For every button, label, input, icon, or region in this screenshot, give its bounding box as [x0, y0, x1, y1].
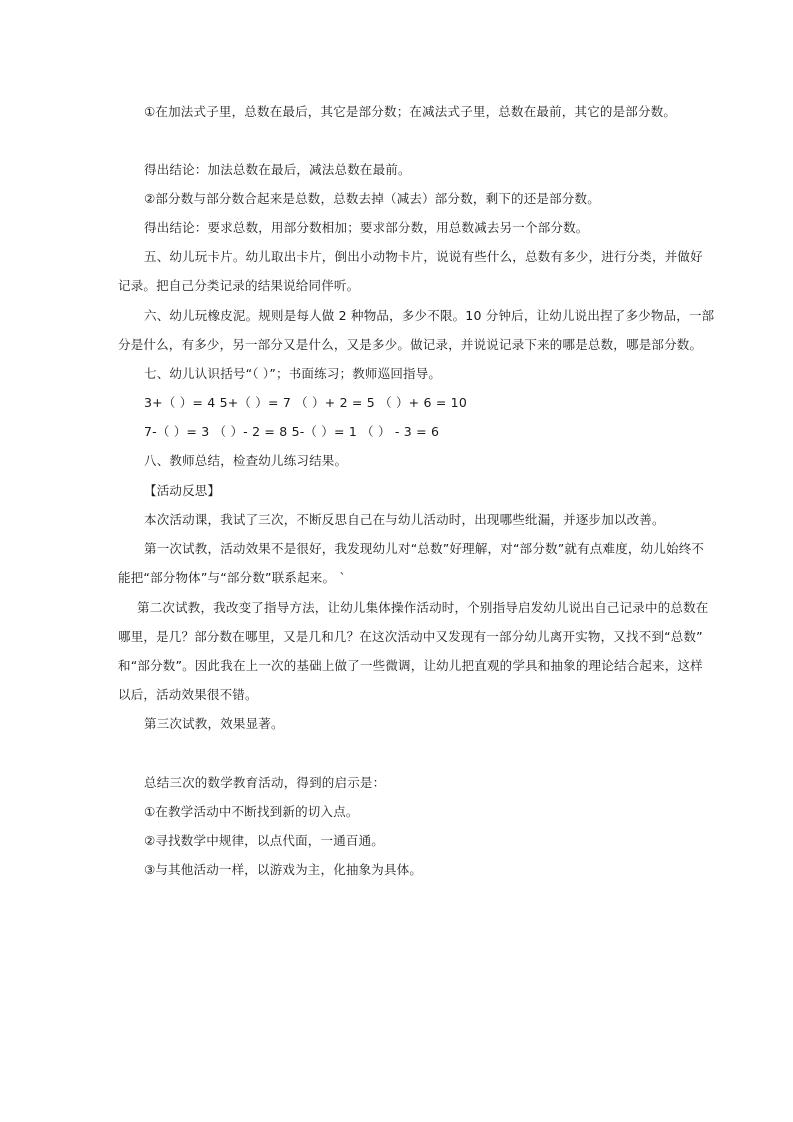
- paragraph-line-20: ①在教学活动中不断找到新的切入点。: [144, 804, 359, 819]
- paragraph-line-7: 六、幼儿玩橡皮泥。规则是每人做 2 种物品，多少不限。10 分钟后，让幼儿说出捏了多少物品，一部: [144, 308, 715, 323]
- paragraph-line-17: 以后，活动效果很不错。: [118, 687, 258, 702]
- exercise-line-2: 7-（ ）= 3 （ ）- 2 = 8 5-（ ）= 1 （ ） - 3 = 6: [144, 424, 440, 439]
- paragraph-line-9: 七、幼儿认识括号“（ ）”；书面练习；教师巡回指导。: [144, 366, 442, 381]
- paragraph-line-18: 第三次试教，效果显著。: [144, 716, 284, 731]
- paragraph-line-15: 哪里，是几？部分数在哪里，又是几和几？在这次活动中又发现有一部分幼儿离开实物，又找不到“总数”: [118, 629, 703, 644]
- paragraph-line-5: 五、幼儿玩卡片。幼儿取出卡片，倒出小动物卡片，说说有些什么，总数有多少，进行分类，并做好: [144, 249, 703, 264]
- paragraph-line-2: 得出结论：加法总数在最后，减法总数在最前。: [144, 162, 411, 177]
- paragraph-line-11: 本次活动课，我试了三次，不断反思自己在与幼儿活动时，出现哪些纰漏，并逐步加以改善。: [144, 512, 665, 527]
- paragraph-line-8: 分是什么，有多少，另一部分又是什么，又是多少。做记录，并说说记录下来的哪是总数，哪是部分数。: [118, 337, 703, 352]
- paragraph-line-22: ③与其他活动一样，以游戏为主，化抽象为具体。: [144, 862, 423, 877]
- paragraph-line-16: 和“部分数”。因此我在上一次的基础上做了一些微调，让幼儿把直观的学具和抽象的理论结合起来，这样: [118, 658, 703, 673]
- paragraph-line-3: ②部分数与部分数合起来是总数，总数去掉（减去）部分数，剩下的还是部分数。: [144, 191, 600, 206]
- paragraph-line-4: 得出结论：要求总数，用部分数相加；要求部分数，用总数减去另一个部分数。: [144, 220, 589, 235]
- paragraph-line-6: 记录。把自己分类记录的结果说给同伴听。: [118, 278, 360, 293]
- section-heading-reflection: 【活动反思】: [144, 483, 221, 498]
- paragraph-line-1: ①在加法式子里，总数在最后，其它是部分数；在减法式子里，总数在最前，其它的是部分数。: [144, 104, 677, 119]
- paragraph-line-13: 能把“部分物体”与“部分数”联系起来。 `: [118, 570, 346, 585]
- paragraph-line-14: 第二次试教，我改变了指导方法，让幼儿集体操作活动时，个别指导启发幼儿说出自己记录中的总数在: [137, 600, 709, 615]
- paragraph-line-21: ②寻找数学中规律，以点代面，一通百通。: [144, 833, 385, 848]
- paragraph-line-12: 第一次试教，活动效果不是很好，我发现幼儿对“总数”好理解，对“部分数”就有点难度，幼儿始终不: [144, 541, 705, 556]
- paragraph-line-10: 八、教师总结，检查幼儿练习结果。: [144, 453, 348, 468]
- paragraph-line-19: 总结三次的数学教育活动，得到的启示是：: [144, 775, 386, 790]
- exercise-line-1: 3+（ ）= 4 5+（ ）= 7 （ ）+ 2 = 5 （ ）+ 6 = 10: [144, 395, 467, 410]
